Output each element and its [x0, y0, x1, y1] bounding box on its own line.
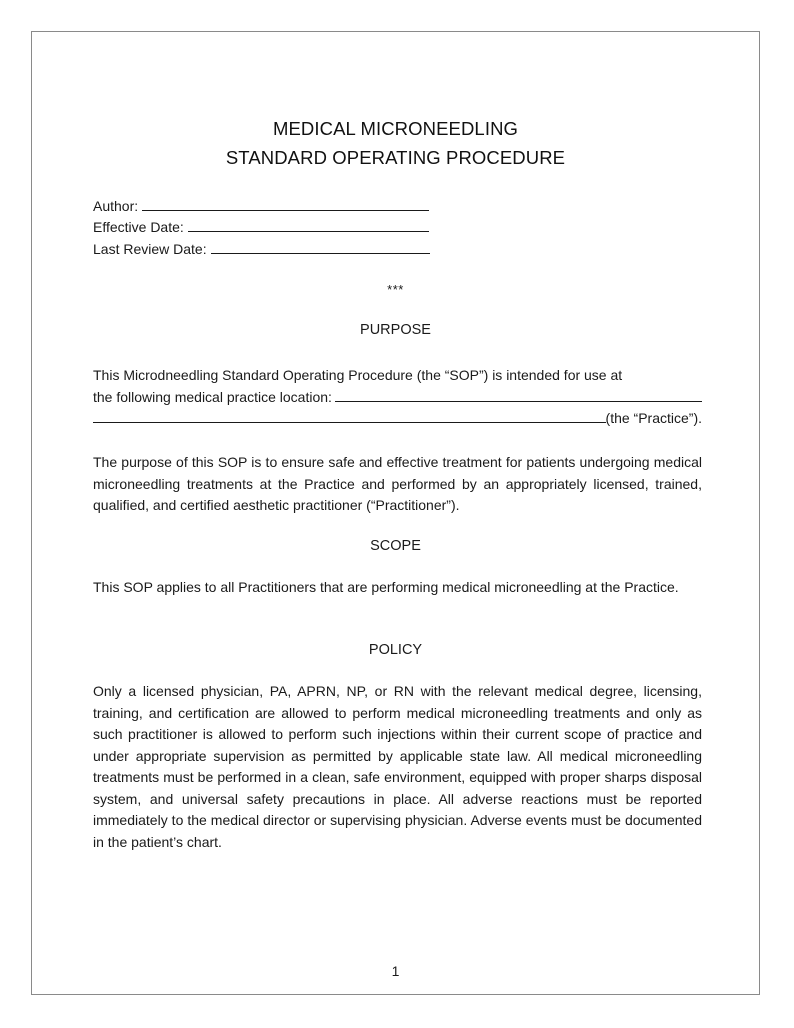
section-separator: *** — [387, 282, 404, 297]
author-row — [93, 197, 429, 214]
author-label: Author: — [93, 198, 139, 214]
author-field[interactable] — [142, 197, 429, 211]
last-review-date-label: Last Review Date: — [93, 241, 207, 257]
intro-line — [93, 387, 702, 409]
effective-date-row — [93, 218, 429, 235]
practice-location-field[interactable] — [335, 388, 702, 402]
intro-practice-suffix: (the “Practice”). — [605, 410, 702, 426]
purpose-paragraph: The purpose of this SOP is to ensure safe and effective treatment for patients undergoing medical microneedling treatments at the Practice and performed by an appropriately licensed, trained, qualified, and certified aesthetic practitioner (“Practitioner”). — [93, 454, 702, 513]
document-page — [31, 31, 760, 995]
document-title-line-1: MEDICAL MICRONEEDLING — [272, 118, 519, 139]
practice-location-field-continued[interactable] — [93, 409, 606, 423]
scope-paragraph: This SOP applies to all Practitioners that are performing medical microneedling at the Practice. — [93, 579, 679, 595]
page-number: 1 — [391, 963, 400, 979]
effective-date-label: Effective Date: — [93, 219, 184, 235]
policy-paragraph: Only a licensed physician, PA, APRN, NP, or RN with the relevant medical degree, licensing, training, and certification are allowed to perform medical microneedling treatments and only as such practitioner is allowed to perform such injections within their current scope of practice and under appropriate supervision as permitted by applicable state law. All medical microneedling treatments must be performed in a clean, safe environment, equipped with proper sharps disposal system, and universal safety precautions in place. All adverse reactions must be reported immediately to the medical director or supervising physician. Adverse events must be documented in the patient’s chart. — [93, 683, 702, 850]
intro-line — [93, 365, 702, 387]
intro-location-label: the following medical practice location: — [93, 388, 332, 405]
last-review-date-field[interactable] — [211, 240, 430, 254]
document-title-line-2: STANDARD OPERATING PROCEDURE — [225, 147, 566, 168]
purpose-heading: PURPOSE — [360, 322, 431, 338]
policy-heading: POLICY — [368, 642, 423, 658]
scope-heading: SCOPE — [370, 538, 421, 554]
intro-text: This Microdneedling Standard Operating Procedure (the “SOP”) is intended for use at — [93, 367, 623, 383]
intro-line — [93, 408, 702, 430]
last-review-date-row — [93, 240, 430, 257]
purpose-intro — [93, 365, 702, 430]
effective-date-field[interactable] — [188, 218, 429, 232]
